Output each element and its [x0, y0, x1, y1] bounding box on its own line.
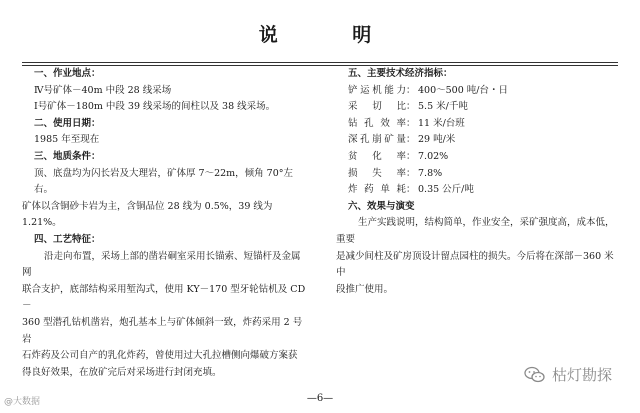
indicator-value: 11 米/台班: [418, 117, 465, 129]
indicator-row: 损失率 ： 7.8%: [336, 166, 620, 183]
section-5-heading: 五、主要技术经济指标：: [348, 68, 453, 79]
wechat-logo-icon: [524, 366, 546, 384]
section-6-para-line-2: 是减少间柱及矿房顶设计留点园柱的损失。今后将在深部－360 米中: [336, 250, 614, 279]
right-column: [336, 66, 620, 298]
indicator-label: 贫化率: [348, 150, 406, 162]
left-column: [22, 66, 308, 381]
indicator-list: [336, 83, 620, 199]
indicator-value: 7.02%: [418, 150, 449, 162]
section-6-heading: 六、效果与演变: [348, 200, 415, 212]
indicator-label: 铲运机能力: [348, 84, 406, 96]
section-4-para-line-5: 得良好效果，在放矿完后对采场进行封闭充填。: [22, 366, 222, 378]
watermark-left: @大数据: [4, 397, 41, 407]
section-3-line-2: 矿体以含铜砂卡岩为主，含铜品位 28 线为 0.5%，39 线为 1.21%。: [22, 200, 273, 229]
section-1-heading: 一、作业地点：: [34, 68, 101, 79]
section-4-para-line-3: 360 型潜孔钻机凿岩，炮孔基本上与矿体倾斜一致，炸药采用 2 号岩: [22, 316, 303, 345]
section-1-line-2: Ⅰ号矿体－180m 中段 39 线采场的间柱以及 38 线采场。: [34, 101, 276, 113]
indicator-value: 29 吨/米: [418, 134, 456, 146]
indicator-row: 深孔崩矿量 ： 29 吨/米: [336, 132, 620, 149]
section-2-line-1: 1985 年至现在: [34, 134, 100, 146]
section-3-line-1: 顶、底盘均为闪长岩及大理岩，矿体厚 7～22m，倾角 70°左右。: [34, 167, 294, 196]
indicator-row: 铲运机能力 ： 400～500 吨/台・日: [336, 83, 620, 100]
indicator-label: 损失率: [348, 167, 406, 179]
section-4-para-line-2: 联合支护，底部结构采用堑沟式，使用 KY－170 型牙轮钻机及 CD－: [22, 283, 306, 312]
section-6-para-line-1: 生产实践说明，结构简单，作业安全，采矿强度高，成本低，重要: [336, 217, 615, 245]
section-3-heading: 三、地质条件：: [34, 150, 101, 162]
indicator-row: 钻孔效率 ： 11 米/台班: [336, 116, 620, 133]
indicator-row: 采切比 ： 5.5 米/千吨: [336, 99, 620, 116]
indicator-value: 400～500 吨/台・日: [418, 84, 508, 96]
indicator-label: 深孔崩矿量: [348, 134, 406, 146]
section-2-heading: 二、使用日期：: [34, 117, 101, 129]
indicator-value: 7.8%: [418, 167, 443, 179]
indicator-row: 贫化率 ： 7.02%: [336, 149, 620, 166]
section-6-para-line-3: 段推广使用。: [336, 283, 394, 295]
indicator-label: 炸药单耗: [348, 184, 406, 196]
indicator-value: 0.35 公斤/吨: [418, 184, 474, 196]
indicator-value: 5.5 米/千吨: [418, 101, 468, 113]
indicator-label: 采切比: [348, 101, 406, 113]
indicator-row: 炸药单耗 ： 0.35 公斤/吨: [336, 182, 620, 199]
watermark-right: [524, 364, 612, 385]
watermark-right-text: 枯灯勘探: [552, 366, 613, 384]
indicator-label: 钻孔效率: [348, 117, 406, 129]
page-title: 说 明: [258, 24, 406, 46]
section-1-line-1: Ⅳ号矿体－40m 中段 28 线采场: [34, 84, 172, 96]
section-4-para-line-1: 沿走向布置，采场上部的凿岩硐室采用长锚索、短锚杆及金属网: [22, 250, 301, 279]
section-4-heading: 四、工艺特征：: [34, 233, 101, 245]
page-number: —6—: [306, 393, 334, 404]
section-4-para-line-4: 石炸药及公司自产的乳化炸药，曾使用过大孔拉槽侧向爆破方案获: [22, 350, 298, 362]
